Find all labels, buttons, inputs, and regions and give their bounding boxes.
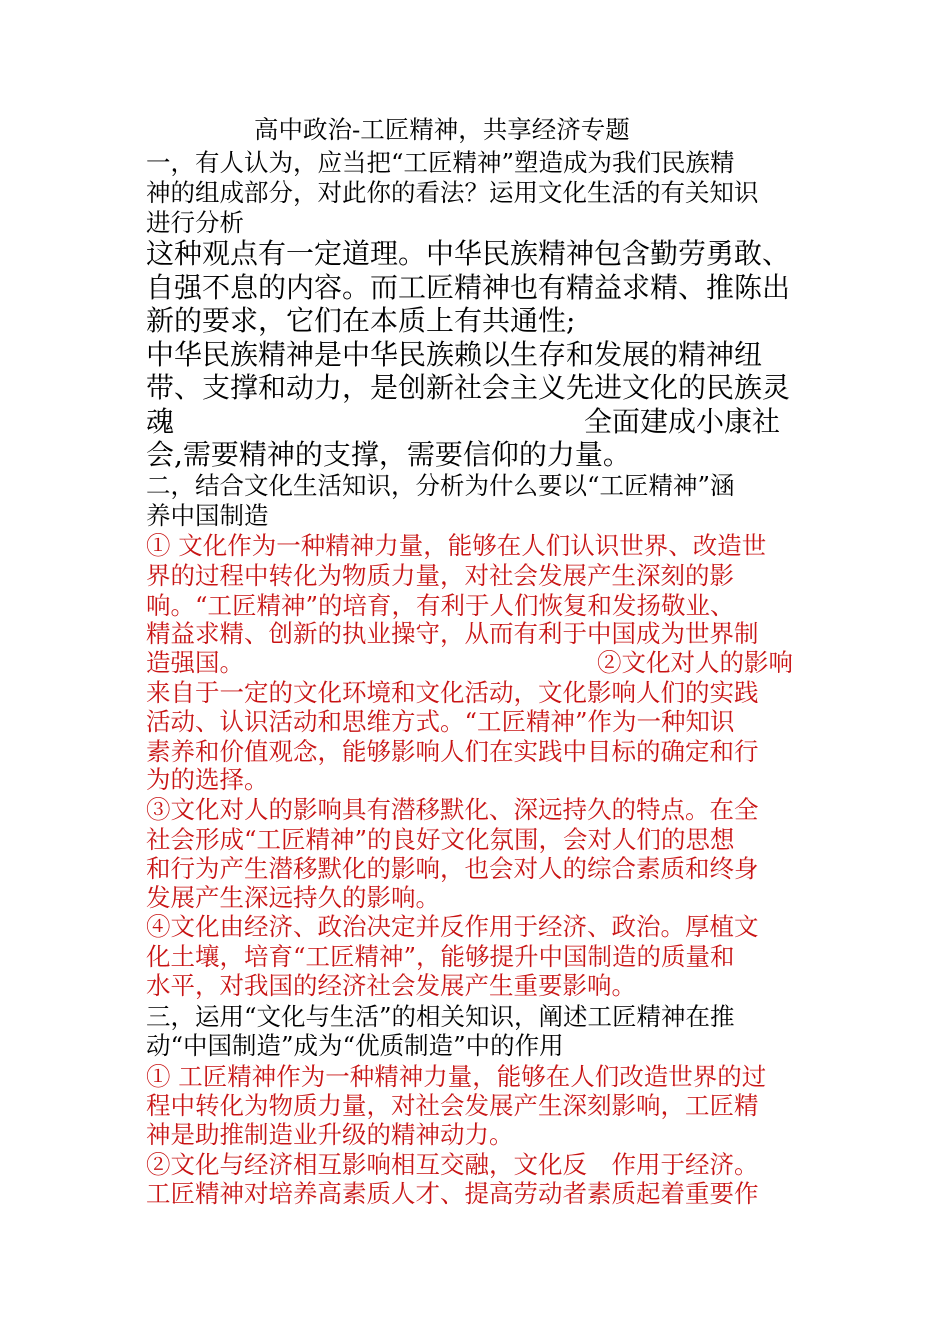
answer-3-line: 程中转化为物质力量，对社会发展产生深刻影响，工匠精 bbox=[146, 1091, 759, 1120]
answer-2-line: 发展产生深远持久的影响。 bbox=[146, 883, 440, 912]
answer-2-line: 来自于一定的文化环境和文化活动，文化影响人们的实践 bbox=[146, 678, 759, 707]
question-2-line: 养中国制造 bbox=[146, 501, 269, 530]
answer-2-line: 活动、认识活动和思维方式。“工匠精神”作为一种知识 bbox=[146, 707, 735, 736]
answer-1-line: 全面建成小康社 bbox=[584, 405, 781, 438]
answer-1-line: 这种观点有一定道理。中华民族精神包含勤劳勇敢、 bbox=[146, 237, 791, 270]
answer-2-line: 社会形成“工匠精神”的良好文化氛围，会对人们的思想 bbox=[146, 825, 735, 854]
answer-3-line: ②文化与经济相互影响相互交融，文化反 作用于经济。 bbox=[146, 1150, 759, 1179]
question-2-line: 二，结合文化生活知识，分析为什么要以“工匠精神”涵 bbox=[146, 471, 735, 500]
question-3-line: 三，运用“文化与生活”的相关知识，阐述工匠精神在推 bbox=[146, 1002, 735, 1031]
answer-1-line: 会,需要精神的支撑，需要信仰的力量。 bbox=[146, 438, 631, 471]
answer-3-line: ① 工匠精神作为一种精神力量，能够在人们改造世界的过 bbox=[146, 1062, 767, 1091]
answer-2-line: ④文化由经济、政治决定并反作用于经济、政治。厚植文 bbox=[146, 912, 759, 941]
answer-2-line: 素养和价值观念，能够影响人们在实践中目标的确定和行 bbox=[146, 737, 759, 766]
answer-2-line: 造强国。 bbox=[146, 648, 244, 677]
answer-1-line: 自强不息的内容。而工匠精神也有精益求精、推陈出 bbox=[146, 271, 791, 304]
answer-1-line: 新的要求，它们在本质上有共通性; bbox=[146, 304, 576, 337]
answer-2-line: 响。“工匠精神”的培育，有利于人们恢复和发扬敬业、 bbox=[146, 591, 735, 620]
answer-2-line: 水平，对我国的经济社会发展产生重要影响。 bbox=[146, 971, 636, 1000]
answer-2-line: 界的过程中转化为物质力量，对社会发展产生深刻的影 bbox=[146, 561, 734, 590]
answer-1-line: 带、支撑和动力，是创新社会主义先进文化的民族灵 bbox=[146, 371, 791, 404]
question-1-line: 进行分析 bbox=[146, 208, 244, 237]
answer-2-line: 精益求精、创新的执业操守，从而有利于中国成为世界制 bbox=[146, 619, 759, 648]
answer-2-line: 化土壤，培育“工匠精神”，能够提升中国制造的质量和 bbox=[146, 942, 735, 971]
document-title: 高中政治-工匠精神，共享经济专题 bbox=[254, 115, 630, 144]
question-1-line: 一，有人认为，应当把“工匠精神”塑造成为我们民族精 bbox=[146, 148, 735, 177]
question-1-line: 神的组成部分，对此你的看法？运用文化生活的有关知识 bbox=[146, 178, 759, 207]
question-3-line: 动“中国制造”成为“优质制造”中的作用 bbox=[146, 1031, 564, 1060]
answer-2-line: ① 文化作为一种精神力量，能够在人们认识世界、改造世 bbox=[146, 531, 767, 560]
answer-3-line: 工匠精神对培养高素质人才、提高劳动者素质起着重要作 bbox=[146, 1179, 759, 1208]
answer-1-line: 中华民族精神是中华民族赖以生存和发展的精神纽 bbox=[146, 338, 763, 371]
answer-2-line: ②文化对人的影响 bbox=[597, 648, 793, 677]
answer-1-line: 魂 bbox=[146, 405, 175, 438]
answer-2-line: ③文化对人的影响具有潜移默化、深远持久的特点。在全 bbox=[146, 795, 759, 824]
answer-2-line: 和行为产生潜移默化的影响，也会对人的综合素质和终身 bbox=[146, 854, 759, 883]
answer-3-line: 神是助推制造业升级的精神动力。 bbox=[146, 1120, 514, 1149]
answer-2-line: 为的选择。 bbox=[146, 765, 269, 794]
